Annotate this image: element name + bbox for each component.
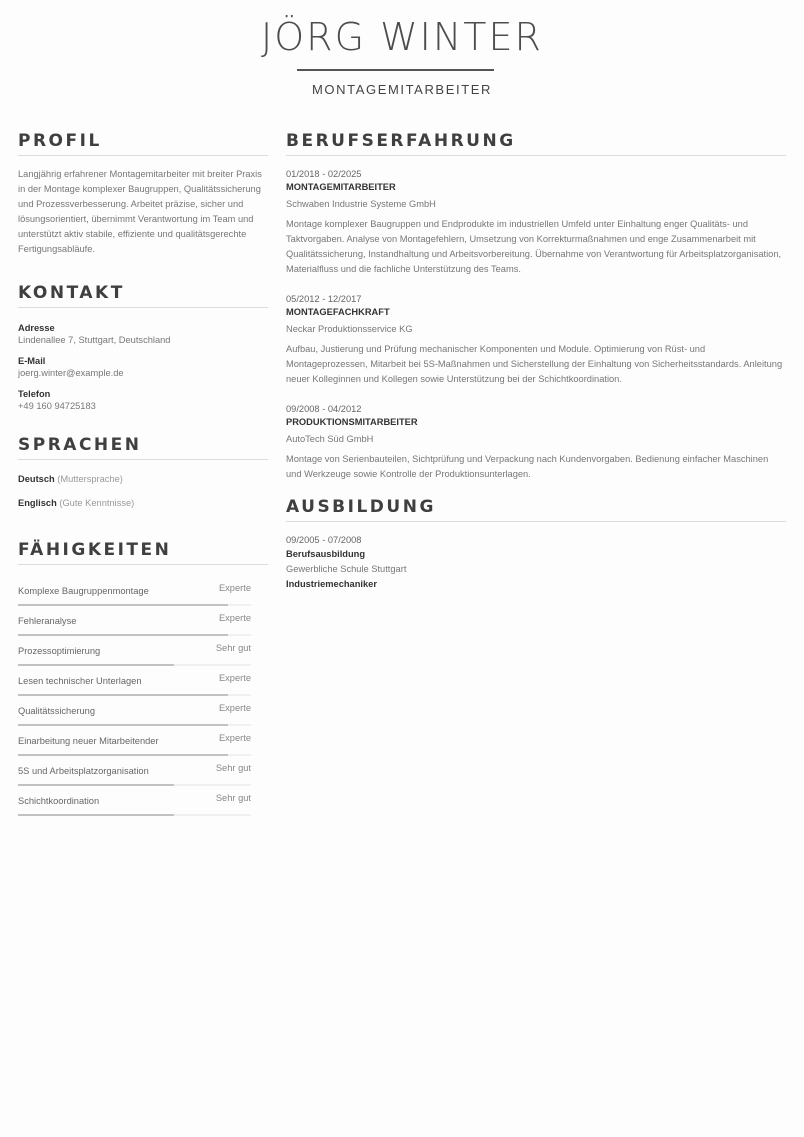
skill-item [18,696,251,726]
job-role: MONTAGEFACHKRAFT [286,307,390,317]
skills-heading: FÄHIGKEITEN [18,539,268,565]
language-item [18,473,268,485]
left-column [18,130,268,816]
address-label: Adresse [18,323,55,333]
skill-level: Experte [218,613,251,623]
skill-item [18,786,251,816]
languages-heading: SPRACHEN [18,434,268,460]
email-label: E-Mail [18,356,46,366]
skill-level: Experte [218,703,251,713]
skill-name: Qualitätssicherung [18,706,95,716]
skill-level: Experte [218,673,251,683]
education-school: Gewerbliche Schule Stuttgart [286,564,407,574]
profile-heading: PROFIL [18,130,268,156]
education-heading: AUSBILDUNG [286,496,786,522]
job-entry [286,293,786,387]
skill-item [18,726,251,756]
job-entry [286,403,786,482]
skill-list [18,576,251,816]
language-list [18,473,268,509]
skill-name: Komplexe Baugruppenmontage [18,586,149,596]
skill-item [18,576,251,606]
education-field: Industriemechaniker [286,579,377,589]
languages-section [18,434,268,509]
language-name: Deutsch [18,474,55,484]
skill-item [18,606,251,636]
skill-bar-fill [18,814,174,816]
skill-name: 5S und Arbeitsplatzorganisation [18,766,149,776]
job-description: Montage von Serienbauteilen, Sichtprüfung und Verpackung nach Kundenvorgaben. Bedienung einfacher Maschinen und Werkzeuge sowie Kontrolle der Produktionsunterlagen. [286,454,769,479]
education-date: 09/2005 - 07/2008 [286,535,362,545]
phone-label: Telefon [18,389,51,399]
name-divider [297,69,494,71]
skill-level: Sehr gut [215,793,251,803]
phone-value[interactable]: +49 160 94725183 [18,401,96,411]
skills-section [18,539,268,816]
skill-item [18,666,251,696]
skill-level: Experte [218,733,251,743]
job-company: AutoTech Süd GmbH [286,434,374,444]
education-section [286,496,786,592]
email-value[interactable]: joerg.winter@example.de [18,368,124,378]
education-entry [286,534,786,592]
address-value: Lindenallee 7, Stuttgart, Deutschland [18,335,171,345]
job-entry [286,168,786,277]
job-company: Schwaben Industrie Systeme GmbH [286,199,436,209]
skill-item [18,756,251,786]
job-role: MONTAGEMITARBEITER [286,182,396,192]
candidate-name: JÖRG WINTER [261,15,543,59]
skill-level: Sehr gut [215,763,251,773]
job-date: 09/2008 - 04/2012 [286,404,362,414]
language-item [18,497,268,509]
profile-section [18,130,268,257]
language-level: (Muttersprache) [57,474,123,484]
language-level: (Gute Kenntnisse) [59,498,135,508]
contact-heading: KONTAKT [18,282,268,308]
job-company: Neckar Produktionsservice KG [286,324,413,334]
job-date: 01/2018 - 02/2025 [286,169,362,179]
skill-name: Prozessoptimierung [18,646,101,656]
candidate-title: MONTAGEMITARBEITER [312,82,492,97]
skill-name: Lesen technischer Unterlagen [18,676,142,686]
skill-name: Einarbeitung neuer Mitarbeitender [18,736,159,746]
experience-heading: BERUFSERFAHRUNG [286,130,786,156]
language-name: Englisch [18,498,57,508]
job-description: Aufbau, Justierung und Prüfung mechanischer Komponenten und Module. Optimierung von Rüst- und Montageprozessen, Mitarbeit bei 5S-Maßnahmen und Sicherstellung der Einhaltung von Sicherheitsstandards. Anleitung neuer Kolleginnen und Kollegen sowie Unterstützung bei der Schichtkoordination. [286,344,783,384]
skill-level: Experte [218,583,251,593]
job-description: Montage komplexer Baugruppen und Endprodukte im industriellen Umfeld unter Einhaltung enger Qualitäts- und Taktvorgaben. Analyse von Montagefehlern, Umsetzung von Korrekturmaßnahmen und enge Zusammenarbeit mit Qualitätssicherung, Instandhaltung und Arbeitsvorbereitung. Übernahme von Verantwortung für Arbeitsplatzorganisation, Materialfluss und die fachliche Unterstützung des Teams. [286,219,782,274]
experience-section [286,130,786,482]
skill-name: Schichtkoordination [18,796,100,806]
job-date: 05/2012 - 12/2017 [286,294,362,304]
education-degree: Berufsausbildung [286,549,366,559]
skill-item [18,636,251,666]
contact-details [18,322,268,412]
contact-section [18,282,268,412]
right-column [286,130,786,592]
skill-level: Sehr gut [215,643,251,653]
profile-text: Langjährig erfahrener Montagemitarbeiter mit breiter Praxis in der Montage komplexer Baugruppen, Qualitätssicherung und Prozessverbesserung. Arbeitet präzise, sicher und lösungsorientiert, übernimmt Verantwortung im Team und unterstützt aktiv stabile, effiziente und qualitätsgerechte Fertigungsabläufe. [18,169,262,254]
skill-name: Fehleranalyse [18,616,77,626]
job-role: PRODUKTIONSMITARBEITER [286,417,418,427]
